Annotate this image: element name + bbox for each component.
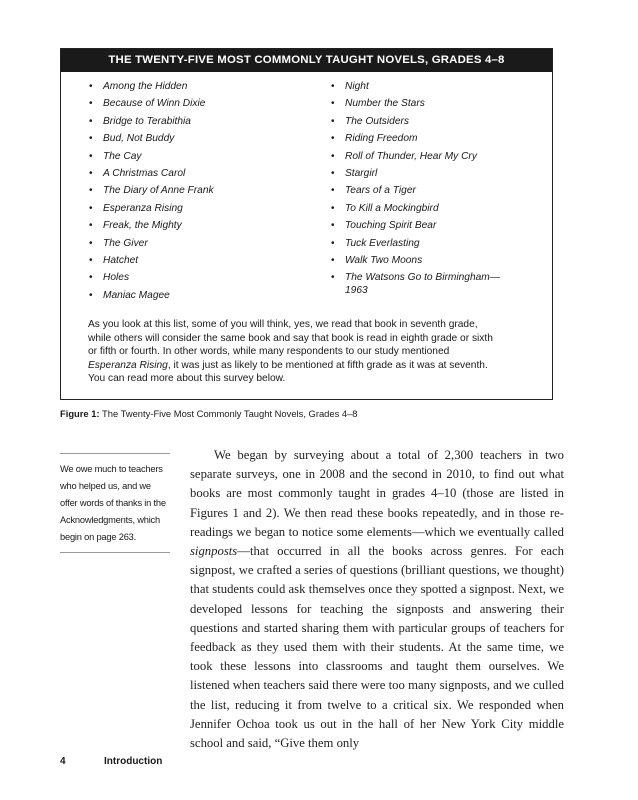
figure-box bbox=[60, 48, 553, 400]
bullet-icon: • bbox=[89, 254, 93, 266]
novel-list-item bbox=[331, 238, 541, 251]
novel-title: Touching Spirit Bear bbox=[345, 220, 437, 232]
page-number: 4 bbox=[60, 756, 66, 767]
bullet-icon: • bbox=[331, 81, 335, 92]
novel-list-item bbox=[331, 81, 541, 94]
novel-list-item bbox=[331, 272, 541, 297]
figure-title: THE TWENTY-FIVE MOST COMMONLY TAUGHT NOVELS, GRADES 4–8 bbox=[61, 49, 552, 72]
bullet-icon: • bbox=[331, 237, 335, 249]
bullet-icon: • bbox=[331, 185, 335, 197]
bullet-icon: • bbox=[89, 289, 93, 301]
figure-note bbox=[88, 318, 498, 386]
figure-note-text-1: As you look at this list, some of you will think, yes, we read that book in seventh grade, while others will consider the same book and say that book is read in eighth grade or sixth or fifth or fourth. In other words, while many respondents to our study mentioned bbox=[88, 319, 493, 358]
figure-caption-text: The Twenty-Five Most Commonly Taught Novels, Grades 4–8 bbox=[99, 408, 358, 419]
body-text-2: —that occurred in all the books across genres. For each signpost, we crafted a series of questions (brilliant questions, we thought) that students could ask themselves once they spotted a signpost. Next, we developed lessons for teaching the signposts and answering their questions and started sharing them with particular groups of teachers for feedback as they used them with their students. At the same time, we took these lessons into classrooms and taught them ourselves. We listened when teachers said there were too many signposts, and we culled the list, reducing it from twelve to a critical six. We responded when Jennifer Ochoa took us out in the hall of her New York City middle school and said, “Give them only bbox=[190, 544, 564, 751]
bullet-icon: • bbox=[331, 133, 335, 145]
novel-list-item bbox=[89, 98, 319, 111]
novel-list-item bbox=[89, 272, 319, 285]
novel-list-item bbox=[89, 238, 319, 251]
sidebar-note-text: We owe much to teachers who helped us, and we offer words of thanks in the Acknowledgments, which begin on page 263. bbox=[60, 464, 166, 542]
novel-title: Because of Winn Dixie bbox=[103, 98, 206, 110]
novel-title: The Watsons Go to Birmingham— bbox=[345, 272, 500, 284]
novel-list-item bbox=[331, 133, 541, 146]
bullet-icon: • bbox=[331, 150, 335, 162]
body-text-1: We began by surveying about a total of 2,300 teachers in two separate surveys, one in 2008 and the second in 2010, to find out what books are most commonly taught in grades 4–10 (those are listed in Figures 1 and 2). We then read these books repeatedly, and in those re-readings we began to notice some elements—which we eventually called bbox=[190, 448, 564, 539]
novel-title: The Outsiders bbox=[345, 115, 409, 127]
bullet-icon: • bbox=[331, 272, 335, 284]
novel-list-item bbox=[89, 133, 319, 146]
novel-title: Tears of a Tiger bbox=[345, 185, 416, 197]
bullet-icon: • bbox=[331, 202, 335, 214]
bullet-icon: • bbox=[89, 81, 93, 92]
sidebar-note bbox=[60, 453, 170, 553]
bullet-icon: • bbox=[331, 167, 335, 179]
novel-list-item bbox=[331, 151, 541, 164]
novel-title: Maniac Magee bbox=[103, 289, 170, 301]
novel-title: Hatchet bbox=[103, 254, 139, 266]
bullet-icon: • bbox=[331, 220, 335, 232]
bullet-icon: • bbox=[89, 167, 93, 179]
novel-title: Bud, Not Buddy bbox=[103, 133, 175, 145]
bullet-icon: • bbox=[89, 115, 93, 127]
novel-list-item bbox=[331, 116, 541, 129]
novel-title: The Cay bbox=[103, 150, 142, 162]
novel-title: Night bbox=[345, 81, 369, 92]
bullet-icon: • bbox=[89, 220, 93, 232]
novel-list-item bbox=[89, 203, 319, 216]
novel-title: The Giver bbox=[103, 237, 148, 249]
novel-title: Tuck Everlasting bbox=[345, 237, 420, 249]
novel-list-right-column bbox=[331, 81, 541, 302]
novel-title: Esperanza Rising bbox=[103, 202, 183, 214]
bullet-icon: • bbox=[89, 98, 93, 110]
figure-caption-label: Figure 1: bbox=[60, 408, 100, 419]
novel-title-continued: 1963 bbox=[345, 284, 368, 296]
bullet-icon: • bbox=[331, 98, 335, 110]
novel-title: Holes bbox=[103, 272, 130, 284]
novel-list-item bbox=[89, 168, 319, 181]
figure-note-italic-title: Esperanza Rising bbox=[88, 359, 168, 371]
novel-title: Walk Two Moons bbox=[345, 254, 423, 266]
novel-list-item bbox=[331, 168, 541, 181]
bullet-icon: • bbox=[89, 185, 93, 197]
novel-title: The Diary of Anne Frank bbox=[103, 185, 214, 197]
bullet-icon: • bbox=[89, 237, 93, 249]
novel-title: A Christmas Carol bbox=[103, 167, 186, 179]
figure-note-text-2: , it was just as likely to be mentioned at fifth grade as it was at seventh. You can read more about this survey below. bbox=[88, 359, 488, 385]
novel-list-item bbox=[331, 220, 541, 233]
novel-list-item bbox=[89, 220, 319, 233]
novel-title: Riding Freedom bbox=[345, 133, 418, 145]
novel-list-item bbox=[89, 290, 319, 303]
body-italic-signposts: signposts bbox=[190, 544, 238, 559]
novel-title: Stargirl bbox=[345, 167, 378, 179]
novel-list-item bbox=[89, 255, 319, 268]
bullet-icon: • bbox=[89, 133, 93, 145]
body-paragraph bbox=[190, 446, 564, 753]
bullet-icon: • bbox=[89, 150, 93, 162]
bullet-icon: • bbox=[89, 202, 93, 214]
bullet-icon: • bbox=[89, 272, 93, 284]
novel-title: Roll of Thunder, Hear My Cry bbox=[345, 150, 477, 162]
novel-list-item bbox=[331, 98, 541, 111]
novel-list-item bbox=[89, 185, 319, 198]
novel-title: Freak, the Mighty bbox=[103, 220, 182, 232]
running-footer-section: Introduction bbox=[104, 756, 163, 767]
novel-list-item bbox=[331, 255, 541, 268]
bullet-icon: • bbox=[331, 115, 335, 127]
novel-list-item bbox=[89, 151, 319, 164]
novel-title: Bridge to Terabithia bbox=[103, 115, 191, 127]
novel-list-item bbox=[331, 185, 541, 198]
novel-list-left-column bbox=[89, 81, 319, 307]
novel-list-item bbox=[89, 116, 319, 129]
novel-title: To Kill a Mockingbird bbox=[345, 202, 439, 214]
figure-caption bbox=[60, 408, 358, 419]
novel-list-item bbox=[89, 81, 319, 94]
novel-title: Among the Hidden bbox=[103, 81, 188, 92]
bullet-icon: • bbox=[331, 254, 335, 266]
novel-list-item bbox=[331, 203, 541, 216]
novel-title: Number the Stars bbox=[345, 98, 425, 110]
